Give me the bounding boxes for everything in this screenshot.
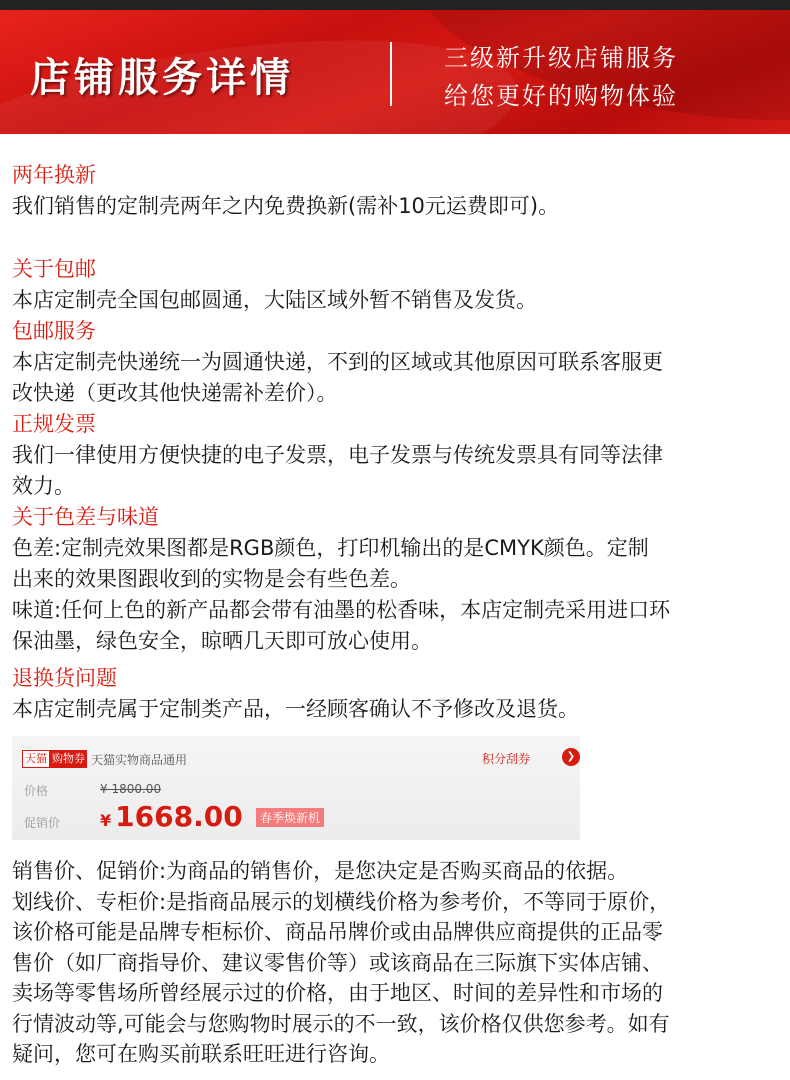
- price-example-box: [12, 736, 580, 840]
- note-line: 售价（如厂商指导价、建议零售价等）或该商品在三际旗下实体店铺、: [12, 950, 663, 975]
- price-label: 价格: [24, 784, 49, 798]
- section-text: 出来的效果图跟收到的实物是会有些色差。: [12, 567, 411, 591]
- price-notes: [12, 856, 782, 1070]
- promo-badge: 春季焕新机: [256, 808, 324, 827]
- promo-price-label: 促销价: [24, 816, 61, 830]
- section-title: 两年换新: [12, 163, 96, 187]
- section-text: 改快递（更改其他快递需补差价）。: [12, 381, 338, 405]
- note-line: 卖场等零售场所曾经展示过的价格，由于地区、时间的差异性和市场的: [12, 981, 663, 1005]
- header-banner: [0, 10, 790, 134]
- note-line: 该价格可能是品牌专柜标价、商品吊牌价或由品牌供应商提供的正品零: [12, 920, 663, 944]
- section-title: 退换货问题: [12, 666, 117, 690]
- banner-subtitle: 给您更好的购物体验: [444, 82, 678, 110]
- banner-subtitle: 三级新升级店铺服务: [444, 44, 678, 72]
- section-text: 本店定制壳属于定制类产品，一经顾客确认不予修改及退货。: [12, 697, 579, 721]
- section-text: 本店定制壳快递统一为圆通快递，不到的区域或其他原因可联系客服更: [12, 350, 663, 374]
- currency-symbol: ¥: [100, 811, 112, 830]
- promo-price-value: 1668.00: [115, 800, 243, 833]
- section-title: 正规发票: [12, 412, 96, 436]
- chevron-right-icon[interactable]: ❯: [562, 748, 580, 766]
- section-title: 关于色差与味道: [12, 505, 159, 529]
- coupon-general-text: 天猫实物商品通用: [91, 752, 188, 767]
- top-bar: [0, 0, 790, 10]
- banner-divider: [390, 42, 392, 106]
- note-line: 疑问，您可在购买前联系旺旺进行咨询。: [12, 1042, 390, 1066]
- section-text: 味道:任何上色的新产品都会带有油墨的松香味，本店定制壳采用进口环: [12, 598, 671, 622]
- section-text: 保油墨，绿色安全，晾晒几天即可放心使用。: [12, 629, 432, 653]
- service-details: [12, 160, 782, 725]
- note-line: 行情波动等,可能会与您购物时展示的不一致，该价格仅供您参考。如有: [12, 1011, 670, 1036]
- original-price: ¥ 1800.00: [100, 782, 162, 796]
- coupon-tag: 购物券: [50, 750, 87, 768]
- note-line: 销售价、促销价:为商品的销售价，是您决定是否购买商品的依据。: [12, 859, 629, 883]
- tmall-tag: 天猫: [22, 750, 50, 768]
- section-text: 色差:定制壳效果图都是RGB颜色，打印机输出的是CMYK颜色。定制: [12, 536, 649, 560]
- promo-price: [100, 800, 243, 833]
- note-line: 划线价、专柜价:是指商品展示的划横线价格为参考价，不等同于原价，: [12, 889, 671, 914]
- banner-title: 店铺服务详情: [30, 55, 294, 101]
- points-coupon-link[interactable]: 积分刮券: [482, 752, 531, 766]
- section-text: 我们一律使用方便快捷的电子发票，电子发票与传统发票具有同等法律: [12, 443, 663, 467]
- section-text: 效力。: [12, 474, 75, 498]
- section-title: 包邮服务: [12, 319, 96, 343]
- section-title: 关于包邮: [12, 257, 96, 281]
- section-text: 本店定制壳全国包邮圆通，大陆区域外暂不销售及发货。: [12, 288, 537, 312]
- coupon-row: [22, 748, 187, 770]
- section-text: 我们销售的定制壳两年之内免费换新(需补10元运费即可)。: [12, 194, 560, 218]
